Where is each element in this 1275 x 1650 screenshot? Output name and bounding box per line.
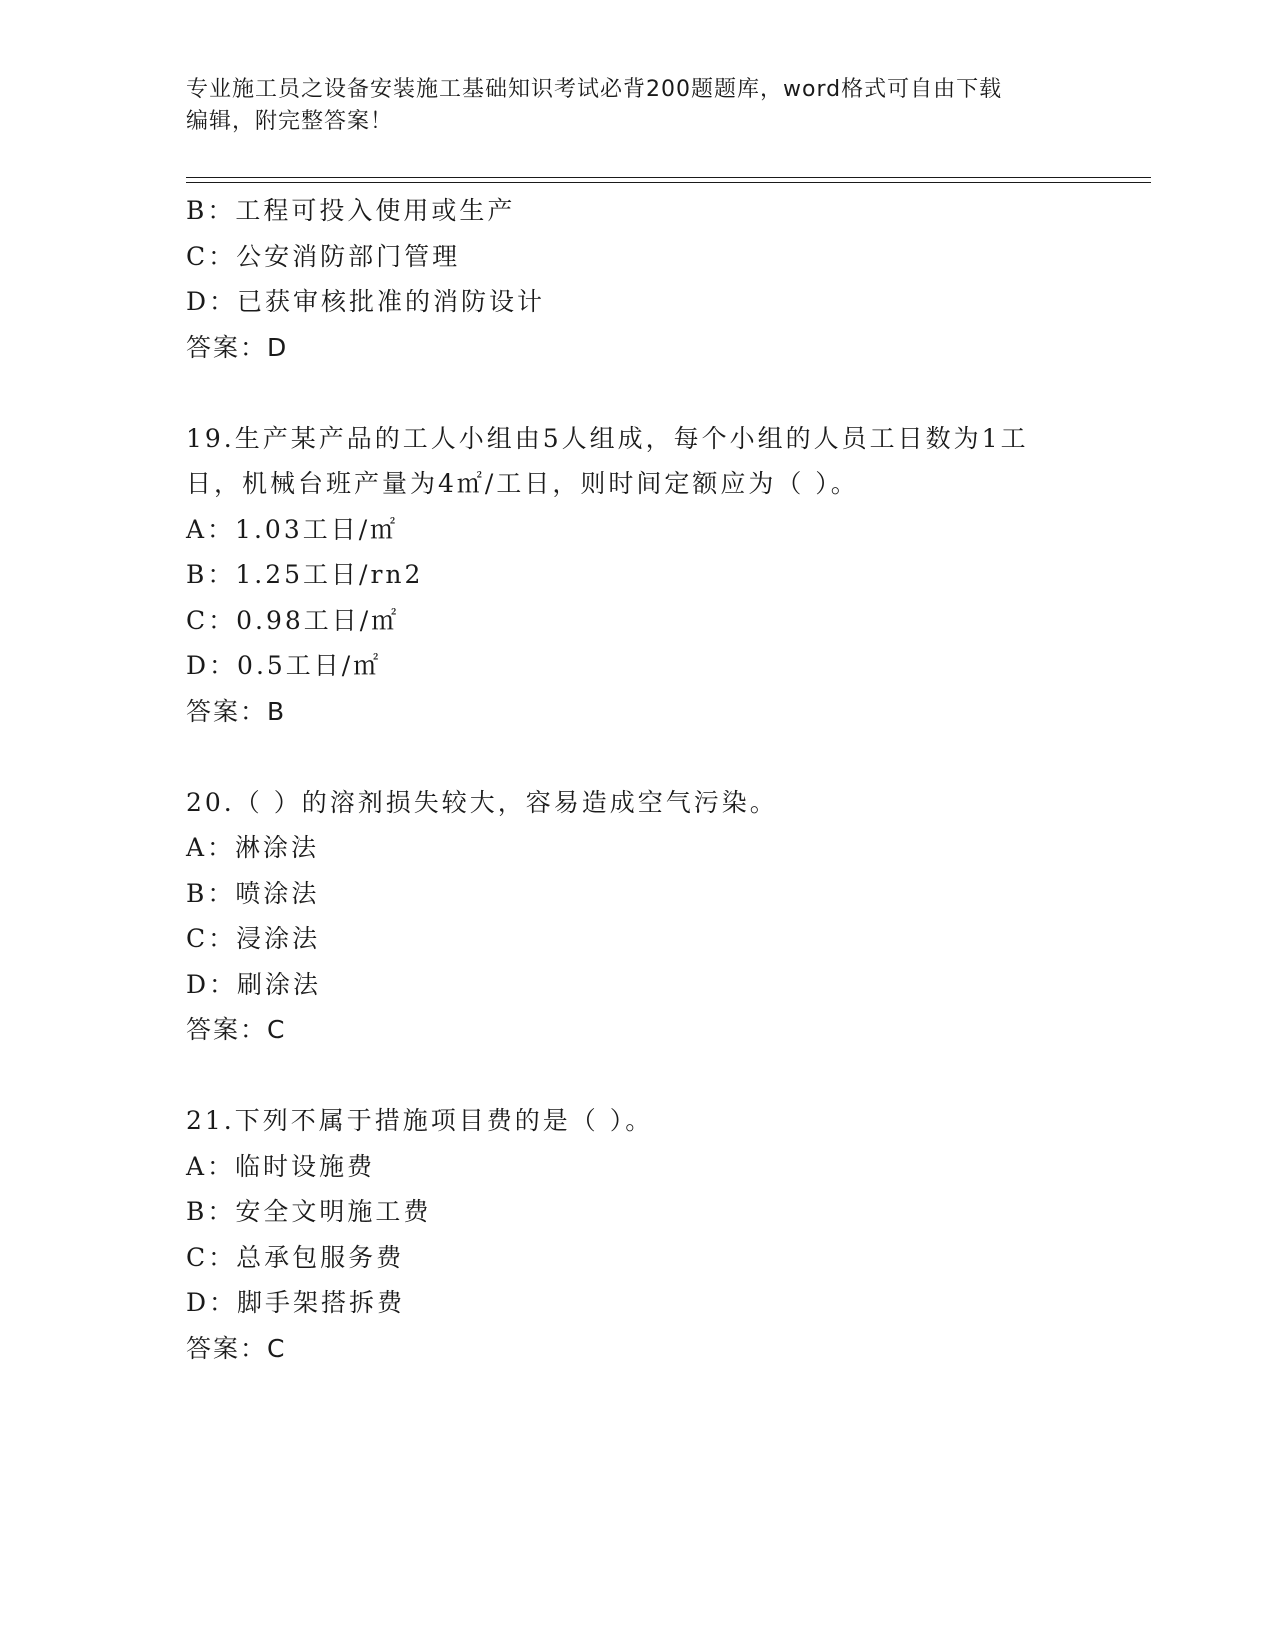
header-divider-bottom xyxy=(186,182,1151,183)
header-title-line-1: 专业施工员之设备安装施工基础知识考试必背200题题库，word格式可自由下载 xyxy=(186,77,1003,102)
question-19-option-b: B：1.25工日/rn2 xyxy=(186,560,424,589)
question-18-option-b: B：工程可投入使用或生产 xyxy=(186,196,516,225)
question-19-stem-line-1: 19.生产某产品的工人小组由5人组成，每个小组的人员工日数为1工 xyxy=(186,423,1029,453)
question-20-stem: 20.（ ）的溶剂损失较大，容易造成空气污染。 xyxy=(186,787,778,817)
question-20-option-c: C：浸涂法 xyxy=(186,924,321,953)
question-20-block xyxy=(186,780,1086,1053)
block-spacer xyxy=(186,734,1086,780)
question-19-option-c: C：0.98工日/㎡ xyxy=(186,605,400,635)
question-18-option-d: D：已获审核批准的消防设计 xyxy=(186,287,546,316)
question-20-option-b: B：喷涂法 xyxy=(186,878,320,908)
question-21-option-a: A：临时设施费 xyxy=(186,1151,376,1181)
question-19-answer: 答案：B xyxy=(186,696,287,726)
question-21-option-c: C：总承包服务费 xyxy=(186,1242,405,1272)
question-20-answer: 答案：C xyxy=(186,1015,287,1044)
question-list xyxy=(186,188,1086,1371)
question-21-answer: 答案：C xyxy=(186,1333,287,1363)
header-divider-top xyxy=(186,177,1151,178)
question-18-option-c: C：公安消防部门管理 xyxy=(186,241,461,271)
block-spacer xyxy=(186,1053,1086,1099)
question-20-option-a: A：淋涂法 xyxy=(186,833,320,862)
question-19-block xyxy=(186,416,1086,735)
header-title-line-2: 编辑，附完整答案！ xyxy=(186,109,394,134)
question-18-answer: 答案：D xyxy=(186,332,289,362)
document-header xyxy=(186,74,1066,138)
question-21-block xyxy=(186,1098,1086,1371)
question-19-stem-line-2: 日，机械台班产量为4㎡/工日，则时间定额应为（ ）。 xyxy=(186,469,859,498)
question-21-option-b: B：安全文明施工费 xyxy=(186,1197,432,1226)
question-21-stem: 21.下列不属于措施项目费的是（ ）。 xyxy=(186,1106,654,1135)
question-18-block xyxy=(186,188,1086,370)
question-20-option-d: D：刷涂法 xyxy=(186,969,322,999)
question-19-option-d: D：0.5工日/㎡ xyxy=(186,651,382,680)
question-19-option-a: A：1.03工日/㎡ xyxy=(186,514,399,544)
question-21-option-d: D：脚手架搭拆费 xyxy=(186,1288,406,1317)
block-spacer xyxy=(186,370,1086,416)
